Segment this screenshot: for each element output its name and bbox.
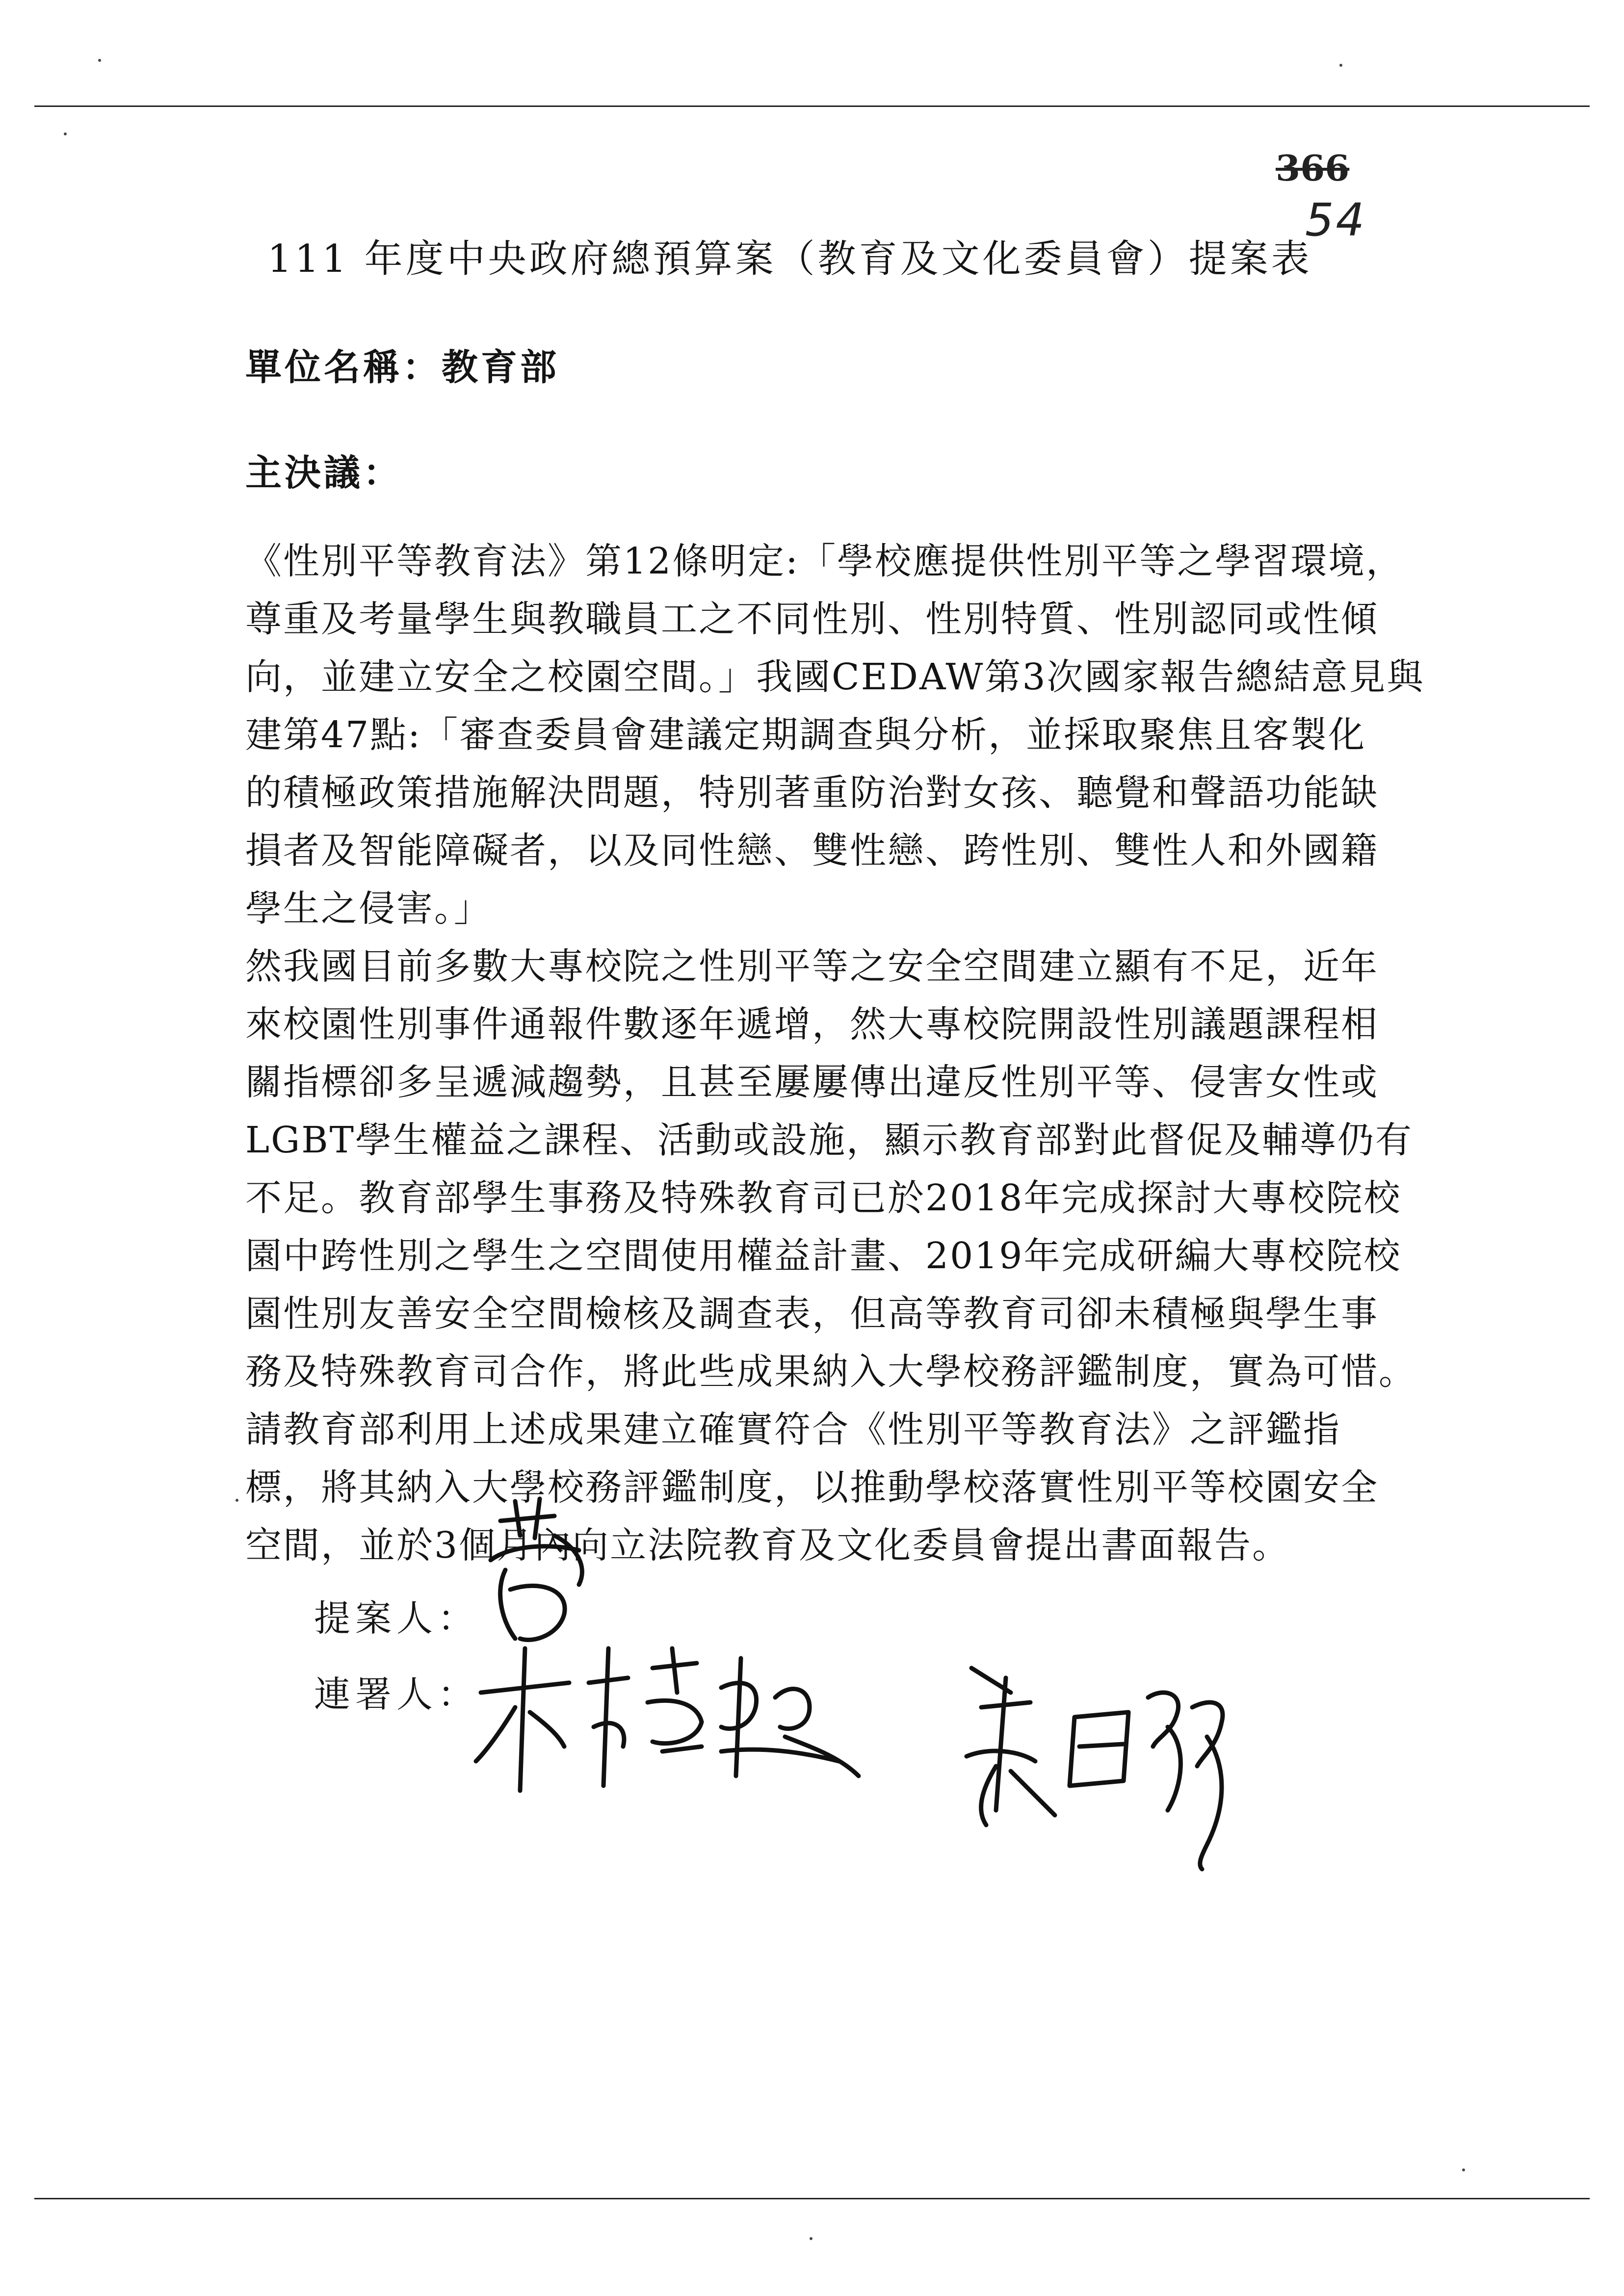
body-line: 標，將其納入大學校務評鑑制度，以推動學校落實性別平等校園安全 (245, 1466, 1379, 1509)
body-line: 損者及智能障礙者，以及同性戀、雙性戀、跨性別、雙性人和外國籍 (245, 830, 1379, 872)
body-line: 建第47點:「審查委員會建議定期調查與分析，並採取聚焦且客製化 (245, 714, 1366, 756)
resolution-body (245, 532, 1425, 1574)
body-line: 不足。教育部學生事務及特殊教育司已於2018年完成探討大專校院校 (245, 1177, 1402, 1219)
body-line: 空間，並於3個月內向立法院教育及文化委員會提出書面報告。 (245, 1524, 1290, 1566)
body-line: 的積極政策措施解決問題，特別著重防治對女孩、聽覺和聲語功能缺 (245, 772, 1379, 814)
body-line: 來校園性別事件通報件數逐年遞增，然大專校院開設性別議題課程相 (245, 1003, 1379, 1045)
scan-speckle (810, 2237, 812, 2240)
scan-speckle (236, 1499, 238, 1502)
body-line: 《性別平等教育法》第12條明定:「學校應提供性別平等之學習環境， (245, 540, 1404, 582)
body-line: 尊重及考量學生與教職員工之不同性別、性別特質、性別認同或性傾 (245, 598, 1379, 640)
body-line: 務及特殊教育司合作，將此些成果納入大學校務評鑑制度，實為可惜。 (245, 1351, 1416, 1393)
scan-speckle (64, 132, 67, 135)
handwritten-page-number: 54 (1305, 194, 1367, 246)
document-title: 111 年度中央政府總預算案（教育及文化委員會）提案表 (267, 237, 1312, 281)
body-line: 關指標卻多呈遞減趨勢，且甚至屢屢傳出違反性別平等、侵害女性或 (245, 1061, 1379, 1103)
cosigner-label: 連署人： (314, 1673, 479, 1716)
body-line: LGBT學生權益之課程、活動或設施，顯示教育部對此督促及輔導仍有 (245, 1119, 1413, 1161)
body-line: 園中跨性別之學生之空間使用權益計畫、2019年完成研編大專校院校 (245, 1235, 1402, 1277)
body-line: 然我國目前多數大專校院之性別平等之安全空間建立顯有不足，近年 (245, 945, 1379, 988)
top-rule (34, 105, 1590, 107)
body-line: 請教育部利用上述成果建立確實符合《性別平等教育法》之評鑑指 (245, 1409, 1341, 1451)
struck-page-number: 366 (1276, 147, 1350, 189)
scan-speckle (1462, 2168, 1465, 2171)
resolution-heading: 主決議： (245, 452, 402, 494)
cosigner-signature-1 (466, 1629, 937, 1815)
proposer-label: 提案人： (314, 1597, 479, 1640)
unit-label: 單位名稱： (245, 346, 442, 389)
scan-speckle (1339, 64, 1342, 67)
scan-speckle (98, 59, 101, 62)
body-line: 園性別友善安全空間檢核及調查表，但高等教育司卻未積極與學生事 (245, 1293, 1379, 1335)
body-line: 向，並建立安全之校園空間。」我國CEDAW第3次國家報告總結意見與 (245, 656, 1425, 698)
unit-value: 教育部 (442, 346, 559, 389)
bottom-rule (34, 2198, 1590, 2199)
unit-line (245, 339, 559, 391)
body-line: 學生之侵害。」 (245, 887, 492, 930)
cosigner-signature-2 (952, 1648, 1295, 1874)
